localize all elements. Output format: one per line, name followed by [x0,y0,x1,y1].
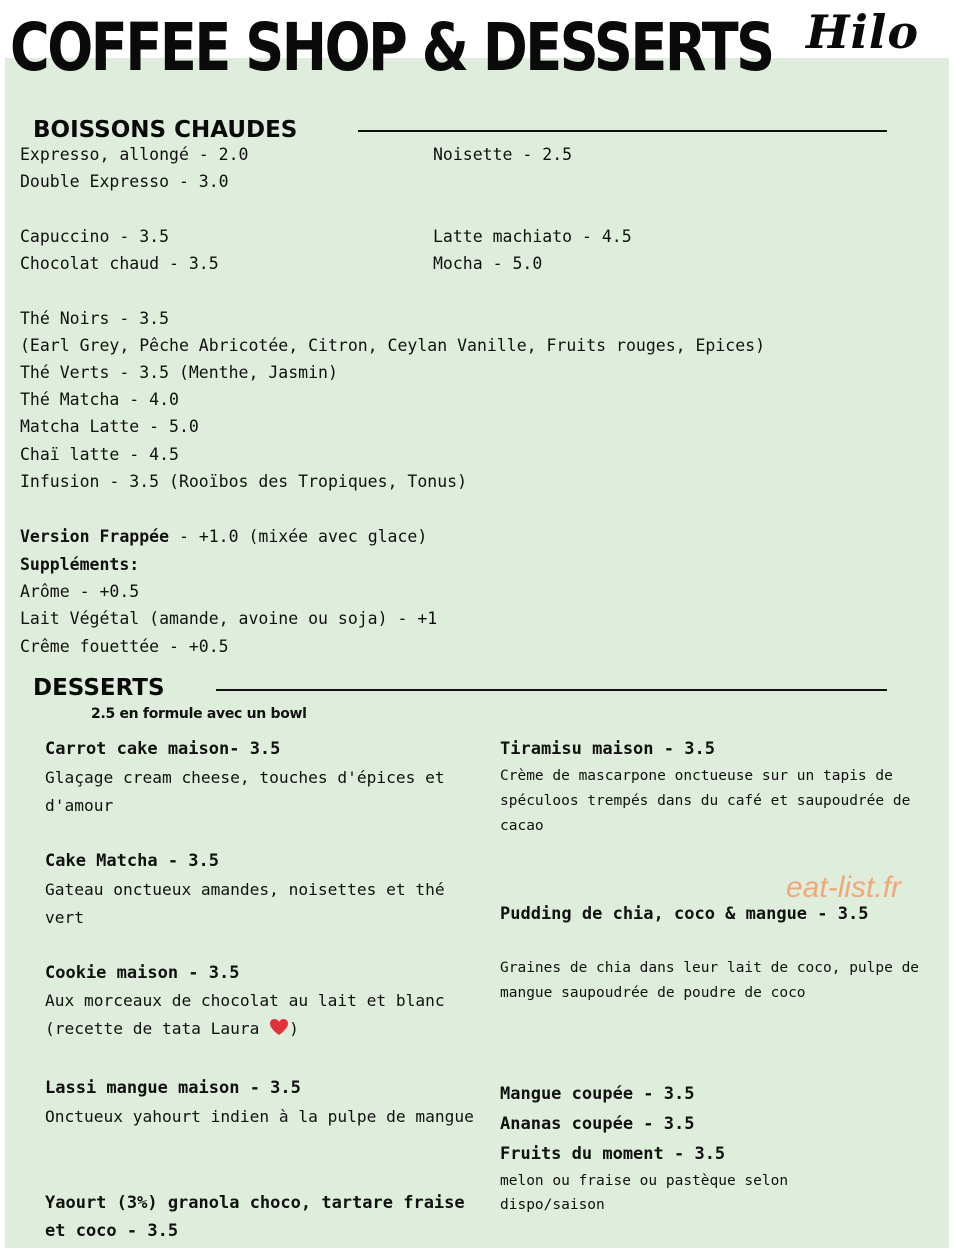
menu-line: Arôme - +0.5 [20,582,140,601]
menu-line: Thé Matcha - 4.0 [20,390,179,409]
supplements-label: Suppléments: [20,555,140,574]
dessert-description: Gateau onctueux amandes, noisettes et thé vert [45,880,445,927]
heart-icon [269,1018,289,1036]
dessert-name: Tiramisu maison - 3.5 [500,739,715,759]
menu-line: Thé Noirs - 3.5 [20,309,170,328]
menu-line: (Earl Grey, Pêche Abricotée, Citron, Ceylan Vanille, Fruits rouges, Epices) [20,336,766,355]
dessert-description: Glaçage cream cheese, touches d'épices et d'amour [45,768,445,815]
frappe-detail: - +1.0 (mixée avec glace) [169,527,428,546]
section-heading-desserts: DESSERTS [33,675,165,701]
desserts-note: 2.5 en formule avec un bowl [91,706,307,722]
menu-line: Double Expresso - 3.0 [20,172,229,191]
section-divider [358,130,887,132]
menu-line: Capuccino - 3.5 [20,227,170,246]
dessert-name: Ananas coupée - 3.5 [500,1114,695,1134]
section-heading-hot-drinks: BOISSONS CHAUDES [33,117,298,143]
dessert-description: Graines de chia dans leur lait de coco, pulpe de mangue saupoudrée de poudre de coco [500,960,920,1001]
menu-line: Noisette - 2.5 [433,145,573,164]
watermark: eat-list.fr [786,871,902,904]
brand-logo-text: Hilo [806,5,920,59]
menu-line: Mocha - 5.0 [433,254,543,273]
menu-line: Chaï latte - 4.5 [20,445,179,464]
dessert-description: Aux morceaux de chocolat au lait et blanc (recette de tata Laura ) [45,991,445,1038]
frappe-label: Version Frappée [20,527,170,546]
dessert-name: Cookie maison - 3.5 [45,963,240,983]
dessert-name: Lassi mangue maison - 3.5 [45,1078,301,1098]
dessert-description: Crème de mascarpone onctueuse sur un tapis de spéculoos trempés dans du café et saupoudrée de cacao [500,768,911,834]
section-divider [216,689,887,691]
dessert-description: melon ou fraise ou pastèque selon dispo/saison [500,1173,789,1213]
menu-line: Infusion - 3.5 (Rooïbos des Tropiques, Tonus) [20,472,468,491]
menu-line: Lait Végétal (amande, avoine ou soja) - +1 [20,609,438,628]
menu-line: Crême fouettée - +0.5 [20,637,229,656]
dessert-description: Onctueux yahourt indien à la pulpe de mangue [45,1107,474,1126]
dessert-name: Carrot cake maison- 3.5 [45,739,281,759]
dessert-name: Fruits du moment - 3.5 [500,1144,726,1164]
menu-line: Expresso, allongé - 2.0 [20,145,249,164]
page-title: COFFEE SHOP & DESSERTS [10,9,773,86]
menu-line: Latte machiato - 4.5 [433,227,632,246]
dessert-name: Cake Matcha - 3.5 [45,851,219,871]
dessert-name: Mangue coupée - 3.5 [500,1084,695,1104]
dessert-name: Pudding de chia, coco & mangue - 3.5 [500,904,869,924]
dessert-name: Yaourt (3%) granola choco, tartare fraise et coco - 3.5 [45,1193,465,1241]
menu-line: Matcha Latte - 5.0 [20,417,199,436]
menu-line: Thé Verts - 3.5 (Menthe, Jasmin) [20,363,338,382]
menu-line: Chocolat chaud - 3.5 [20,254,219,273]
frappe-line [20,527,427,547]
